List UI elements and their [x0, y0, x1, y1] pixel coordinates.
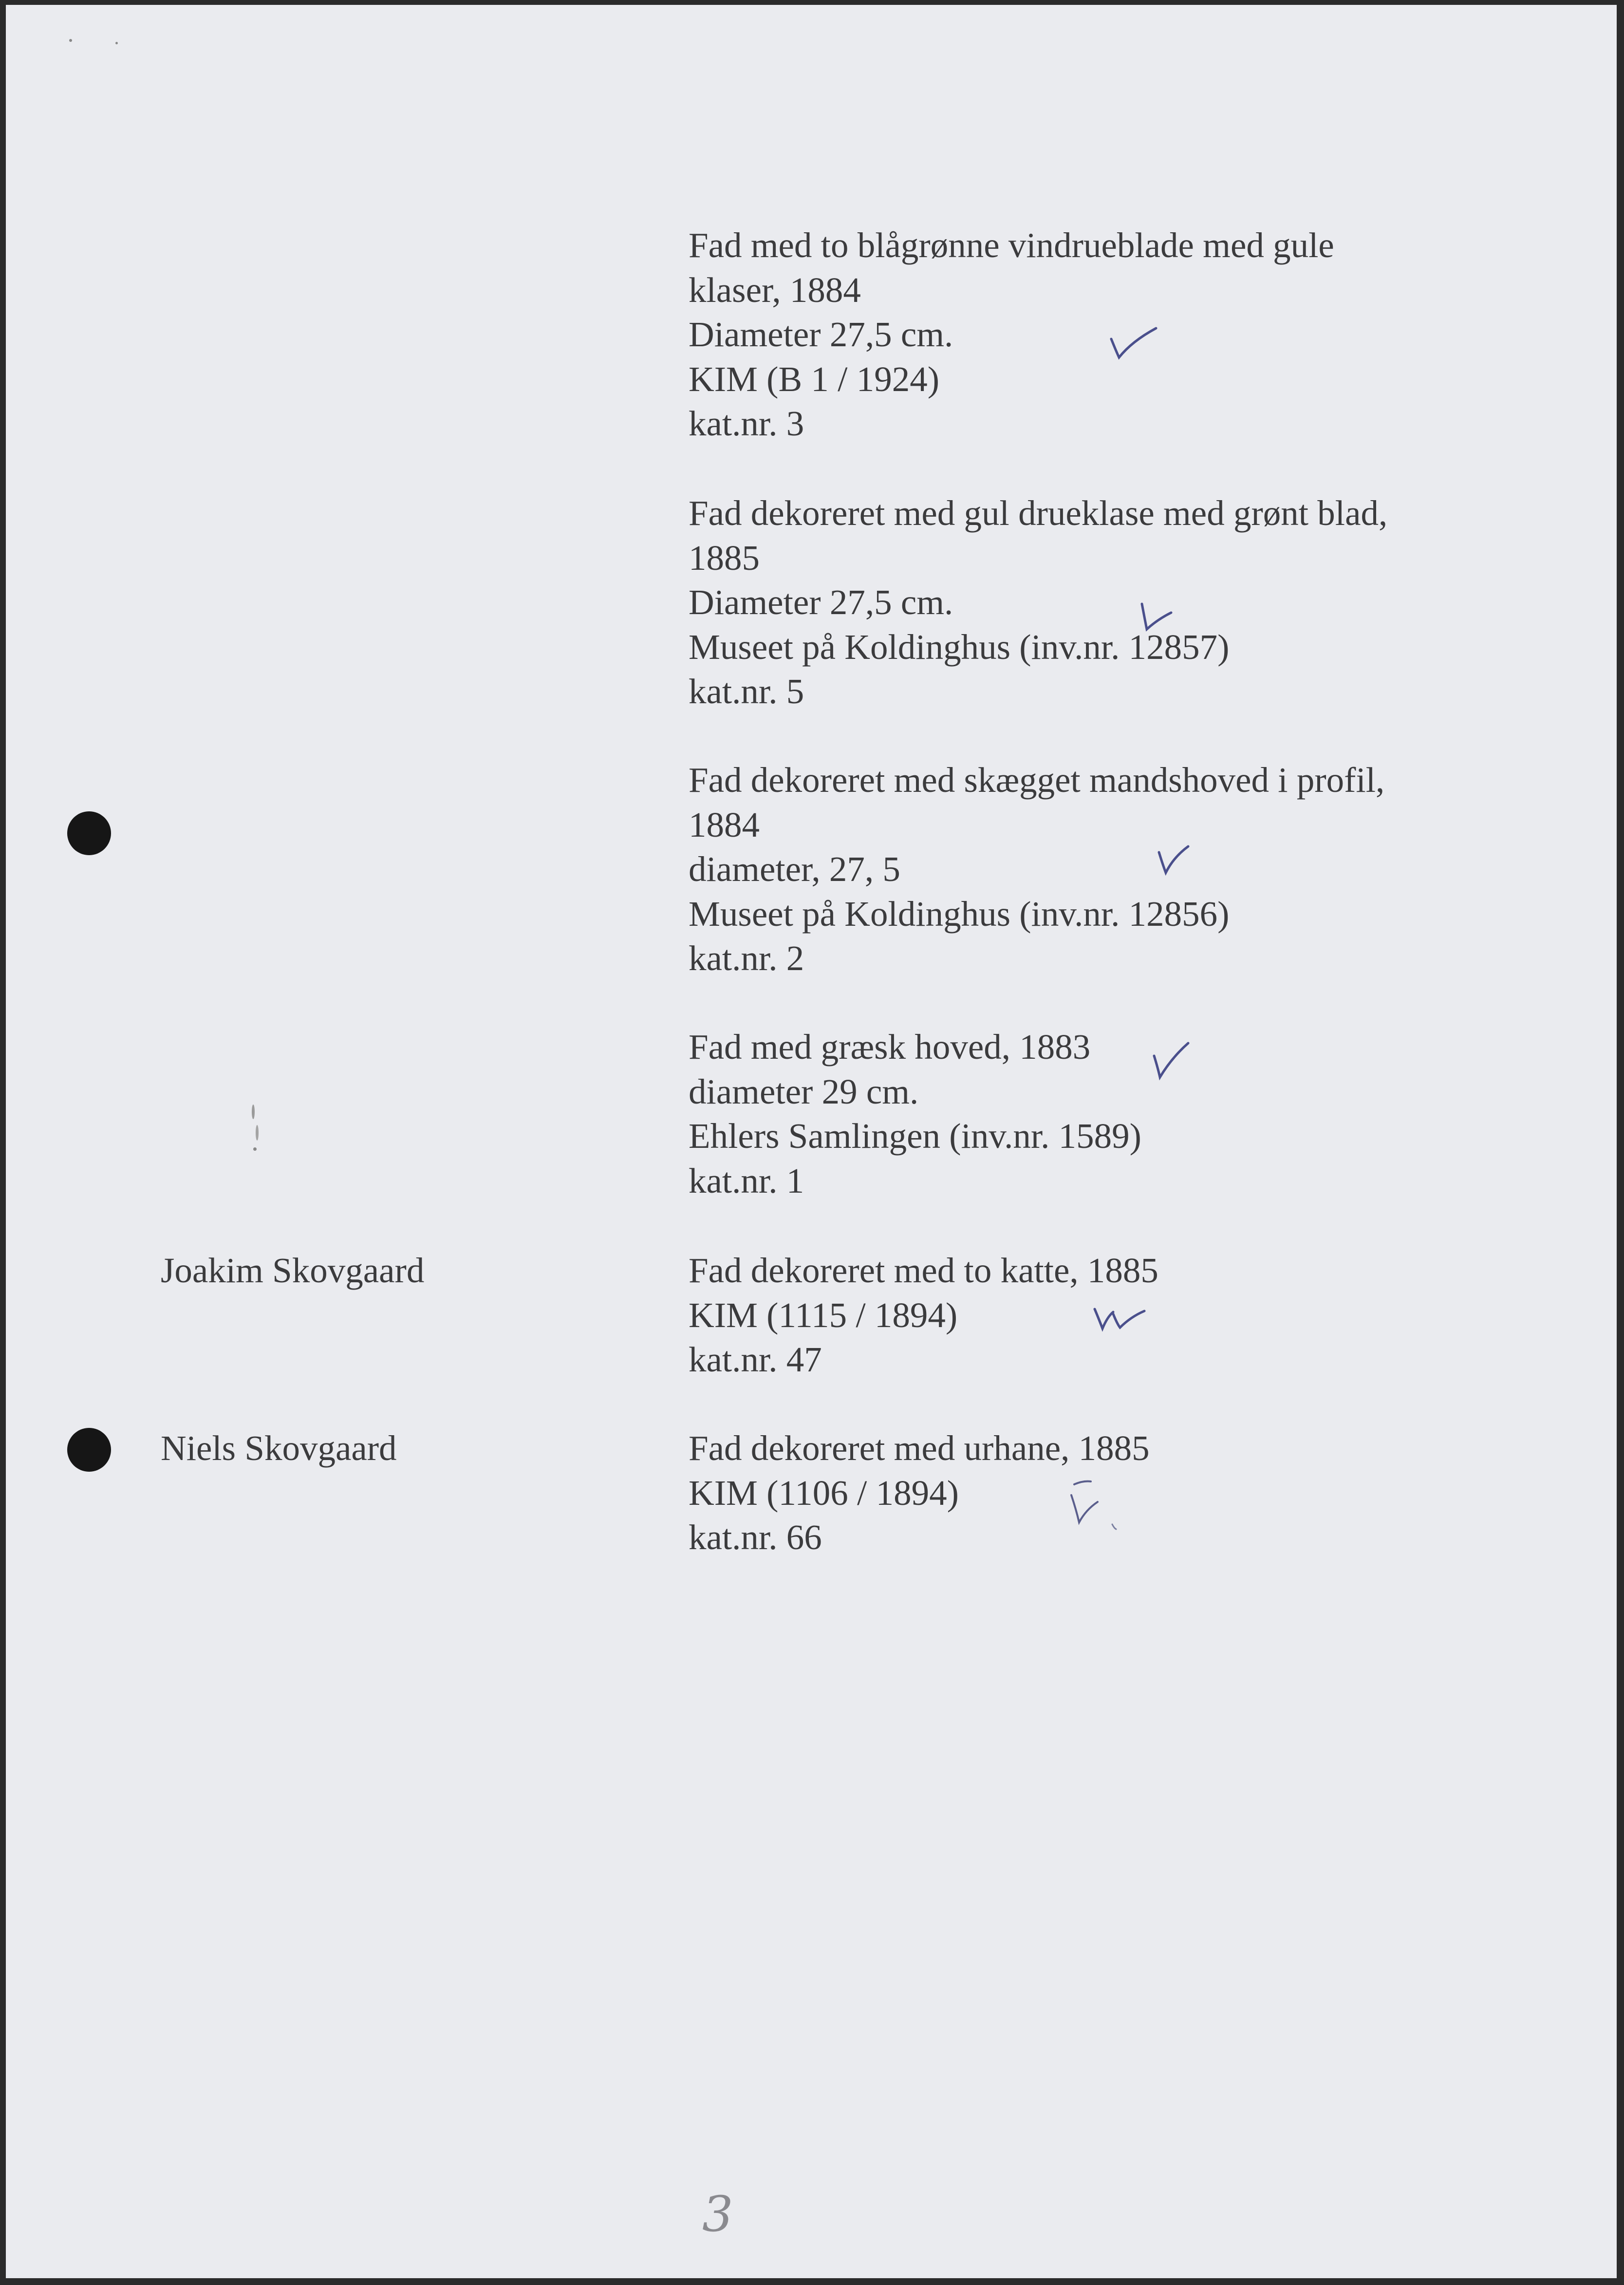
checkmark-icon: [1092, 1302, 1150, 1336]
entry-collection: KIM (B 1 / 1924): [689, 359, 940, 399]
checkmark-icon: [1156, 843, 1195, 881]
checkmark-icon: [1107, 324, 1161, 363]
entry-collection: KIM (1106 / 1894): [689, 1473, 959, 1513]
entry-title: Fad dekoreret med urhane, 1885: [689, 1428, 1150, 1468]
entry-catalog-number: kat.nr. 66: [689, 1517, 822, 1557]
entry-year: 1884: [689, 805, 760, 844]
entry-diameter: Diameter 27,5 cm.: [689, 315, 953, 354]
catalog-entry-3: [689, 758, 1384, 981]
entry-catalog-number: kat.nr. 1: [689, 1161, 804, 1200]
catalog-entry-4: [689, 1025, 1141, 1203]
entry-title: Fad dekoreret med to katte, 1885: [689, 1251, 1158, 1290]
artist-name: Joakim Skovgaard: [161, 1251, 425, 1290]
entry-title: Fad dekoreret med gul drueklase med grønt blad,: [689, 493, 1388, 533]
artist-name: Niels Skovgaard: [161, 1428, 397, 1468]
catalog-entry-1: [689, 223, 1334, 446]
entry-title-cont: klaser, 1884: [689, 270, 861, 310]
entry-title: Fad med to blågrønne vindrueblade med gule: [689, 225, 1334, 265]
punch-hole-top: [67, 811, 111, 855]
punch-hole-bottom: [67, 1428, 111, 1472]
document-page: [6, 5, 1617, 2278]
entry-collection: Museet på Koldinghus (inv.nr. 12857): [689, 627, 1230, 667]
entry-diameter: diameter, 27, 5: [689, 849, 900, 889]
entry-diameter: Diameter 27,5 cm.: [689, 582, 953, 622]
paper-speck: [252, 1105, 255, 1119]
entry-catalog-number: kat.nr. 5: [689, 672, 804, 711]
entry-title: Fad med græsk hoved, 1883: [689, 1027, 1091, 1067]
entry-catalog-number: kat.nr. 3: [689, 404, 804, 443]
checkmark-icon: [1138, 600, 1177, 634]
paper-speck: [256, 1125, 259, 1141]
entry-title: Fad dekoreret med skægget mandshoved i profil,: [689, 760, 1385, 800]
catalog-entry-5: [689, 1248, 1158, 1382]
entry-diameter: diameter 29 cm.: [689, 1071, 919, 1111]
entry-collection: KIM (1115 / 1894): [689, 1295, 958, 1335]
page-number: 3: [702, 2186, 733, 2243]
entry-catalog-number: kat.nr. 47: [689, 1340, 822, 1379]
entry-catalog-number: kat.nr. 2: [689, 938, 804, 978]
entry-collection: Ehlers Samlingen (inv.nr. 1589): [689, 1116, 1141, 1156]
paper-speck: [69, 39, 72, 42]
entry-year: 1885: [689, 538, 760, 578]
checkmark-icon: [1064, 1476, 1127, 1534]
paper-speck: [115, 42, 118, 44]
paper-speck: [253, 1147, 257, 1151]
entry-collection: Museet på Koldinghus (inv.nr. 12856): [689, 894, 1230, 934]
catalog-entry-2: [689, 491, 1387, 714]
checkmark-icon: [1150, 1039, 1194, 1083]
